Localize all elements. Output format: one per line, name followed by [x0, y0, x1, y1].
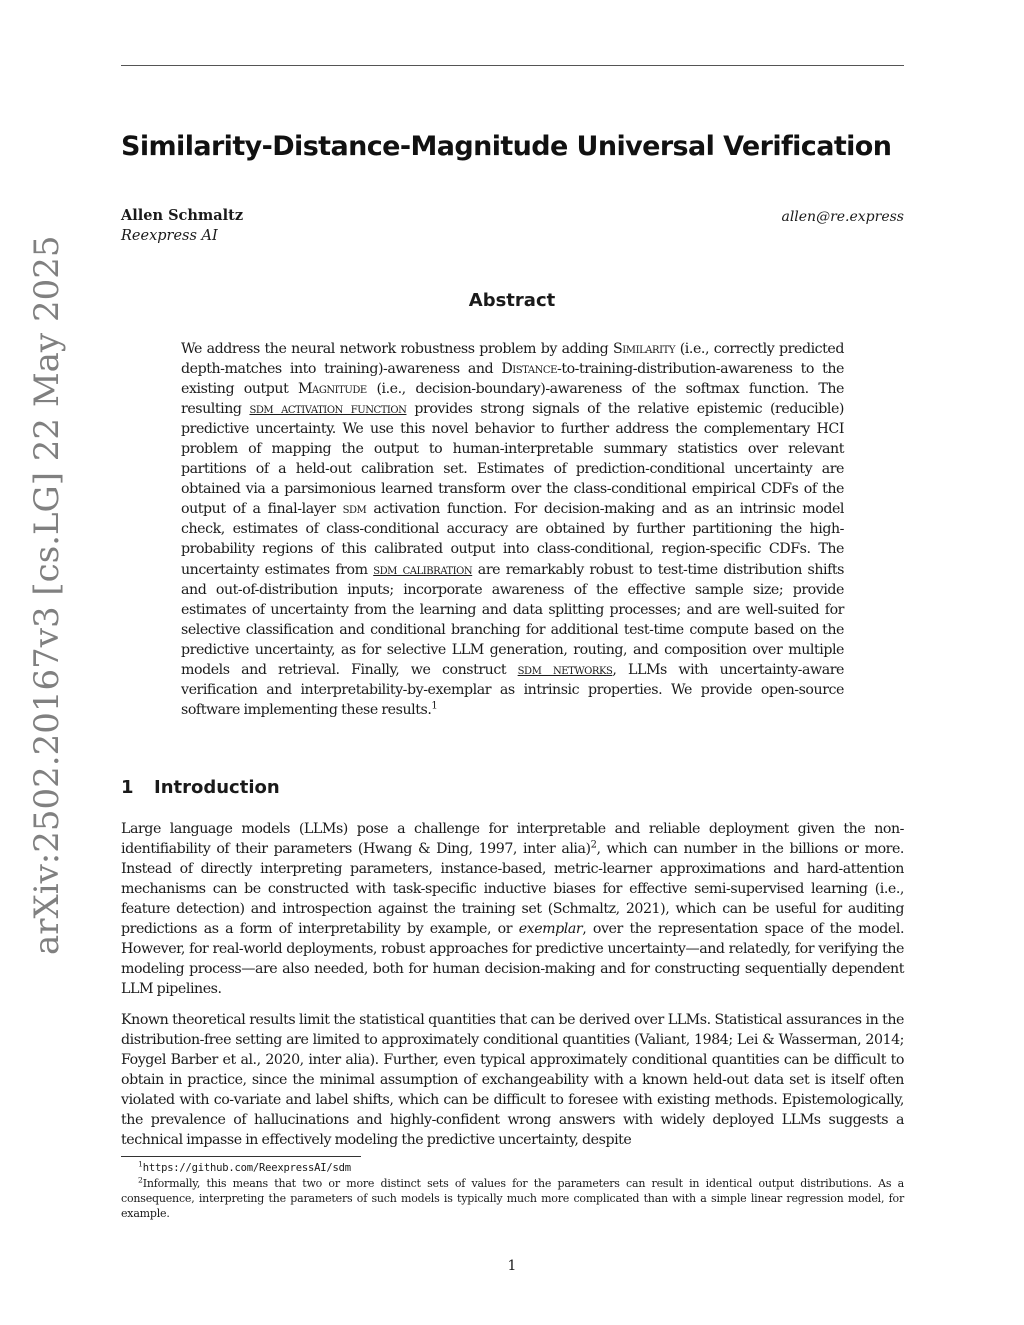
author-name: Allen Schmaltz — [121, 207, 244, 224]
exemplar-term: exemplar — [518, 921, 583, 938]
page-number: 1 — [507, 1258, 517, 1274]
intro-paragraph-1: Large language models (LLMs) pose a challenge for interpretable and reliable deployment given the non-identifiability of their parameters (Hwang & Ding, 1997, inter alia)$^2$, which can number in the billions or more. Instead of directly interpreting parameters, instance-based, metric-learner approximations and hard-attention mechanisms can be constructed with task-specific inductive biases for effective semi-supervised learning (i.e., feature detection) and introspection against the training set (Schmaltz, 2021), which can be useful for auditing predictions as a form of interpretability by example, or exemplar, over the representation space of the model. However, for real-world deployments, robust approaches for predictive uncertainty—and relatedly, for verifying the modeling process—are also needed, both for human decision-making and for constructing sequentially dependent LLM pipelines. — [121, 821, 905, 998]
section-heading-introduction — [121, 776, 280, 800]
author-affiliation: Reexpress AI — [121, 228, 218, 244]
footnote-ref-1[interactable]: 1 — [431, 700, 438, 712]
abstract-body: We address the neural network robustness problem by adding Similarity (i.e., correctly predicted depth-matches into training)-awareness and Distance-to-training-distribution-awareness to the existing output Magnitude (i.e., decision-boundary)-awareness of the softmax function. The resulting sdm activation function provides strong signals of the relative epistemic (reducible) predictive uncertainty. We use this novel behavior to further address the complementary HCI problem of mapping the output to human-interpretable summary statistics over relevant partitions of a held-out calibration set. Estimates of prediction-conditional uncertainty are obtained via a parsimonious learned transform over the class-conditional empirical CDFs of the output of a final-layer sdm activation function. For decision-making and as an intrinsic model check, estimates of class-conditional accuracy are obtained by further partitioning the high-probability regions of this calibrated output into class-conditional, region-specific CDFs. The uncertainty estimates from sdm calibration are remarkably robust to test-time distribution shifts and out-of-distribution inputs; incorporate awareness of the effective sample size; provide estimates of uncertainty from the learning and data splitting processes; and are well-suited for selective classification and conditional branching for additional test-time compute based on the predictive uncertainty, as for selective LLM generation, routing, and composition over multiple models and retrieval. Finally, we construct sdm networks, LLMs with uncertainty-aware verification and interpretability-by-exemplar as intrinsic properties. We provide open-source software implementing these results.$^1$ — [181, 341, 845, 718]
section-title: Introduction — [154, 777, 280, 798]
footnote-1-url[interactable]: https://github.com/ReexpressAI/sdm — [142, 1162, 351, 1174]
abstract-heading: Abstract — [468, 290, 556, 311]
footnote-2: $^2$Informally, this means that two or more distinct sets of values for the parameters can result in identical output distributions. As a consequence, interpreting the parameters of such models is typically much more complicated than with a simple linear regression model, for example. — [121, 1175, 904, 1220]
sdm-activation-function-link[interactable]: sdm activation function — [249, 401, 407, 418]
footnotes — [121, 1160, 904, 1221]
top-rule — [121, 65, 904, 66]
author-email[interactable]: allen@re.express — [781, 209, 904, 225]
footnote-ref-2[interactable]: 2 — [590, 839, 597, 851]
arxiv-identifier: arXiv:2502.20167v3 [cs.LG] 22 May 2025 — [27, 235, 67, 955]
section-number: 1 — [121, 777, 134, 798]
footnote-1: $^1$https://github.com/ReexpressAI/sdm — [138, 1159, 351, 1174]
distance-term: Distance — [501, 361, 557, 378]
footnote-rule — [121, 1156, 361, 1157]
sdm-term: sdm — [342, 501, 367, 518]
sdm-calibration-link[interactable]: sdm calibration — [373, 561, 473, 578]
sdm-networks-link[interactable]: sdm networks — [517, 661, 613, 678]
magnitude-term: Magnitude — [297, 381, 367, 398]
paper-title: Similarity-Distance-Magnitude Universal Verification — [121, 131, 892, 162]
intro-paragraph-2: Known theoretical results limit the statistical quantities that can be derived over LLMs. Statistical assurances in the distribution-free setting are limited to approximately conditional quantities (Valiant, 1984; Lei & Wasserman, 2014; Foygel Barber et al., 2020, inter alia). Further, even typical approximately conditional quantities can be difficult to obtain in practice, since the minimal assumption of exchangeability with a known held-out data set is itself often violated with co-variate and label shifts, which can be difficult to foresee with existing methods. Epistemologically, the prevalence of hallucinations and highly-confident wrong answers with widely deployed LLMs suggests a technical impasse in effectively modeling the predictive uncertainty, despite — [121, 1012, 904, 1149]
similarity-term: Similarity — [613, 341, 676, 357]
